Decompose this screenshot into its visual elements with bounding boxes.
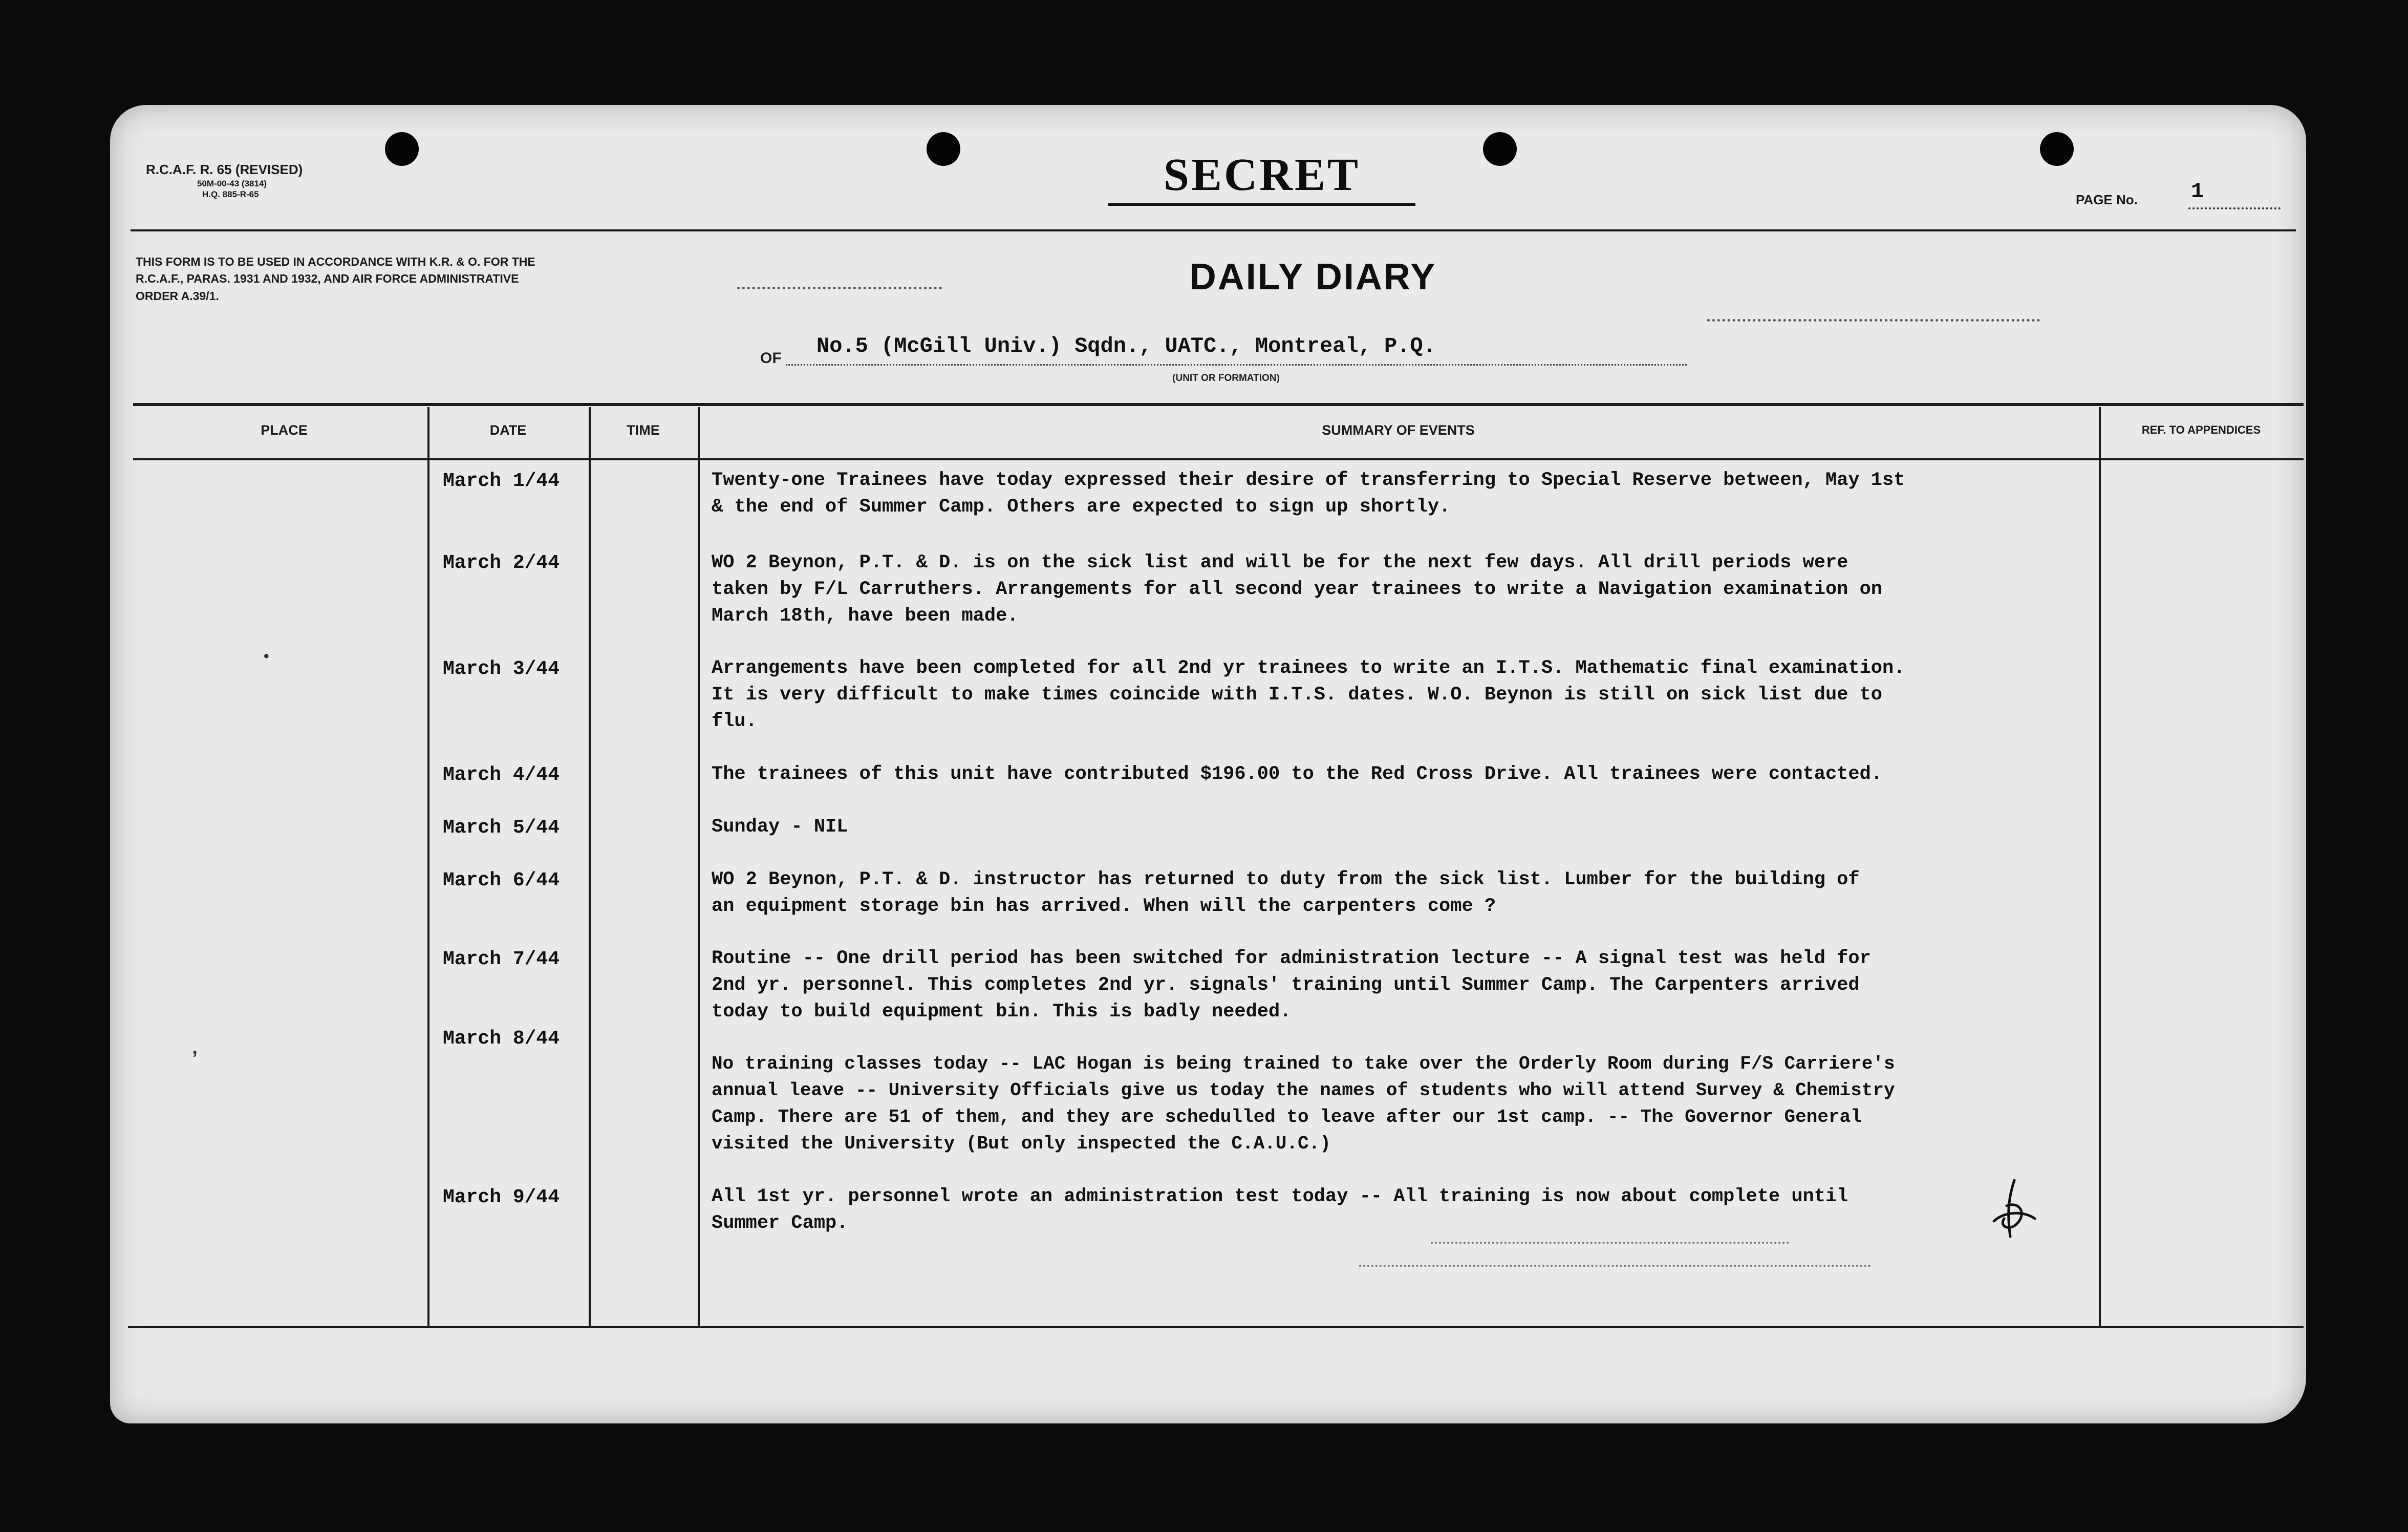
header-rule (131, 229, 2296, 231)
entry-date: March 3/44 (443, 658, 560, 680)
entry-summary: WO 2 Beynon, P.T. & D. instructor has returned to duty from the sick list. Lumber for the building of an equipment storage bin has arrived. When will the carpenters come ? (712, 869, 1860, 917)
entry-summary: Routine -- One drill period has been switched for administration lecture -- A signal test was held for 2nd yr. personnel. This completes 2nd yr. signals' training until Summer Camp. The Carpenters arrived today to build equipment bin. This is badly needed. (712, 948, 1871, 1023)
dotted-guide (1431, 1242, 1789, 1244)
entry-summary: Sunday - NIL (712, 816, 848, 838)
punch-hole (2040, 132, 2074, 166)
classification-underline (1108, 203, 1415, 206)
entry-summary: No training classes today -- LAC Hogan is being trained to take over the Orderly Room during F/S Carriere's annual leave -- University Officials give us today the names of students who will attend Survey & Chemistry Camp. There are 51 of them, and they are schedulled to leave after our 1st camp. -- The Governor General visited the University (But only inspected the C.A.U.C.) (712, 1053, 1895, 1154)
entry-date: March 6/44 (443, 869, 560, 891)
unit-name: No.5 (McGill Univ.) Sqdn., UATC., Montreal, P.Q. (816, 334, 1436, 358)
punch-hole (1483, 132, 1517, 166)
dotted-guide (1359, 1265, 1871, 1267)
entry-date: March 8/44 (443, 1028, 560, 1050)
punch-hole (927, 132, 960, 166)
entry-date: March 2/44 (443, 552, 560, 574)
classification-heading: SECRET (1163, 150, 1361, 200)
column-header-date: DATE (489, 422, 527, 438)
stray-mark: • (264, 648, 269, 665)
column-header-place: PLACE (261, 422, 308, 438)
column-divider (427, 407, 429, 1326)
column-header-time: TIME (627, 422, 660, 438)
dotted-guide (1707, 319, 2040, 322)
form-ref-line-3: H.Q. 885-R-65 (202, 189, 259, 199)
page-number-line (2188, 207, 2281, 209)
entry-summary: The trainees of this unit have contributed $196.00 to the Red Cross Drive. All trainees were contacted. (712, 763, 1882, 785)
column-header-ref: REF. TO APPENDICES (2141, 423, 2261, 436)
punch-hole (385, 132, 419, 166)
entry-summary: All 1st yr. personnel wrote an administration test today -- All training is now about complete until Summer Camp. (712, 1186, 1848, 1234)
column-header-summary: SUMMARY OF EVENTS (1322, 422, 1475, 438)
page-number-label: PAGE No. (2076, 192, 2138, 207)
entry-summary: Twenty-one Trainees have today expressed their desire of transferring to Special Reserve between, May 1st & the end of Summer Camp. Others are expected to sign up shortly. (712, 470, 1905, 518)
page-number-value: 1 (2191, 179, 2204, 204)
diary-sheet (110, 105, 2306, 1423)
form-ref-line-1: R.C.A.F. R. 65 (REVISED) (146, 162, 303, 177)
entry-date: March 4/44 (443, 764, 560, 786)
dotted-guide (737, 287, 942, 289)
entry-date: March 5/44 (443, 817, 560, 839)
entry-summary: Arrangements have been completed for all 2nd yr trainees to write an I.T.S. Mathematic final examination. It is very difficult to make times coincide with I.T.S. dates. W.O. Beynon is still on sick list due to flu. (712, 657, 1905, 732)
unit-caption (970, 373, 1482, 384)
form-instructions: THIS FORM IS TO BE USED IN ACCORDANCE WITH K.R. & O. FOR THE R.C.A.F., PARAS. 1931 AND 1932, AND AIR FORCE ADMINISTRATIVE ORDER A.39/1. (136, 255, 535, 303)
entry-date: March 7/44 (443, 948, 560, 970)
table-header-rule (133, 458, 2304, 460)
page-title: DAILY DIARY (1189, 257, 1437, 297)
stray-mark: ʼ (192, 1047, 198, 1070)
unit-of-label: OF (760, 350, 782, 367)
form-reference (146, 161, 303, 200)
entry-summary: WO 2 Beynon, P.T. & D. is on the sick list and will be for the next few days. All drill periods were taken by F/L Carruthers. Arrangements for all second year trainees to write a Navigation examination on March 18th, have been made. (712, 552, 1882, 627)
form-ref-line-2: 50M-00-43 (3814) (197, 178, 267, 188)
entry-date: March 9/44 (443, 1186, 560, 1208)
unit-underline (786, 364, 1687, 366)
column-divider (698, 407, 700, 1326)
initials-signature (1979, 1175, 2050, 1247)
entry-date: March 1/44 (443, 470, 560, 492)
unit-caption-text: (UNIT OR FORMATION) (1172, 373, 1280, 384)
table-bottom-rule (128, 1326, 2304, 1328)
table-top-rule (133, 403, 2304, 406)
